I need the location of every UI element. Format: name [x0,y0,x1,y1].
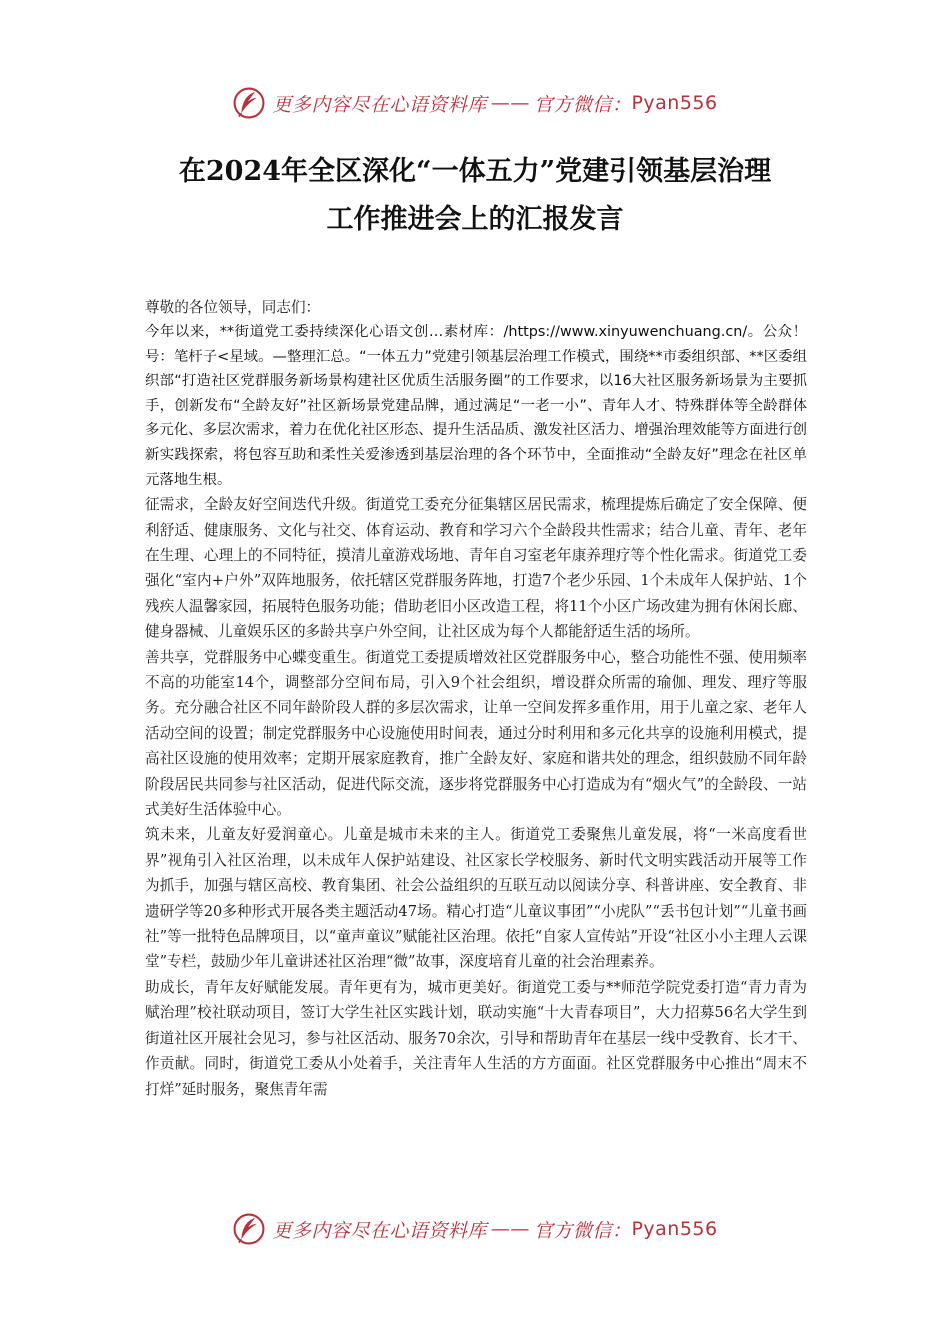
paragraph-needs: 征需求，全龄友好空间迭代升级。街道党工委充分征集辖区居民需求，梳理提炼后确定了安全保障、便利舒适、健康服务、文化与社交、体育运动、教育和学习六个全龄段共性需求；结合儿童、青年、老年在生理、心理上的不同特征，摸清儿童游戏场地、青年自习室老年康养理疗等个性化需求。街道党工委强化“室内+户外”双阵地服务，依托辖区党群服务阵地，打造7个老少乐园、1个未成年人保护站、1个残疾人温馨家园，拓展特色服务功能；借助老旧小区改造工程，将11个小区广场改建为拥有休闲长廊、健身器械、儿童娱乐区的多龄共享户外空间，让社区成为每个人都能舒适生活的场所。 [145,496,807,641]
banner-separator: —— [490,92,530,114]
feather-pen-logo-icon [232,1212,266,1246]
title-line-2: 工作推进会上的汇报发言 [326,204,624,235]
title-line-1: 在2024年全区深化“一体五力”党建引领基层治理 [178,156,772,187]
banner-wechat-id: Pyan556 [631,1218,718,1240]
paragraph-sharing: 善共享，党群服务中心蝶变重生。街道党工委提质增效社区党群服务中心，整合功能性不强、使用频率不高的功能室14个，调整部分空间布局，引入9个社会组织，增设群众所需的瑜伽、理发、理疗等服务。充分融合社区不同年龄阶段人群的多层次需求，让单一空间发挥多重作用，用于儿童之家、老年人活动空间的设置；制定党群服务中心设施使用时间表，通过分时利用和多元化共享的设施利用模式，提高社区设施的使用效率；定期开展家庭教育，推广全龄友好、家庭和谐共处的理念，组织鼓励不同年龄阶段居民共同参与社区活动，促进代际交流，逐步将党群服务中心打造成为有“烟火气”的全龄段、一站式美好生活体验中心。 [145,648,807,819]
banner-separator: —— [490,1218,530,1240]
banner-text: 更多内容尽在心语资料库 [272,1219,487,1242]
feather-pen-logo-icon [232,86,266,120]
banner-text: 更多内容尽在心语资料库 [272,93,487,116]
banner-wechat-label: 官方微信： [533,93,632,116]
intro-paragraph: 今年以来，**街道党工委持续深化心语文创…素材库：/https://www.xinyuwenchuang.cn/。公众！号：笔杆子<星域。—整理汇总。“一体五力”党建引领基层治理工作模式，围绕**市委组织部、**区委组织部“打造社区党群服务新场景构建社区优质生活服务圈”的工作要求，以16大社区服务新场景为主要抓手，创新发布“全龄友好”社区新场景党建品牌，通过满足“一老一小”、青年人才、特殊群体等全龄群体多元化、多层次需求，着力在优化社区形态、提升生活品质、激发社区活力、增强治理效能等方面进行创新实践探索，将包容互助和柔性关爱渗透到基层治理的各个环节中，全面推动“全龄友好”理念在社区单元落地生根。 [145,324,807,488]
document-title [100,148,850,244]
banner-wechat-id: Pyan556 [631,92,718,114]
footer-banner [0,1212,950,1246]
document-body [145,296,807,1102]
paragraph-children: 筑未来，儿童友好爱润童心。儿童是城市未来的主人。街道党工委聚焦儿童发展，将“一米高度看世界”视角引入社区治理，以未成年人保护站建设、社区家长学校服务、新时代文明实践活动开展等工作为抓手，加强与辖区高校、教育集团、社会公益组织的互联互动以阅读分享、科普讲座、安全教育、非遗研学等20多种形式开展各类主题活动47场。精心打造“儿童议事团”“小虎队”“丢书包计划”“儿童书画社”等一批特色品牌项目，以“童声童议”赋能社区治理。依托“自家人宣传站”开设“社区小小主理人云课堂”专栏，鼓励少年儿童讲述社区治理“微”故事，深度培育儿童的社会治理素养。 [145,826,807,971]
greeting: 尊敬的各位领导，同志们： [145,299,321,316]
banner-wechat-label: 官方微信： [533,1219,632,1242]
paragraph-youth: 助成长，青年友好赋能发展。青年更有为，城市更美好。街道党工委与**师范学院党委打造“青力青为赋治理”校社联动项目，签订大学生社区实践计划，联动实施“十大青春项目”，大力招募56名大学生到街道社区开展社会见习，参与社区活动、服务70余次，引导和帮助青年在基层一线中受教育、长才干、作贡献。同时，街道党工委从小处着手，关注青年人生活的方方面面。社区党群服务中心推出“周末不打烊”延时服务，聚焦青年需 [145,978,807,1098]
header-banner [0,86,950,120]
